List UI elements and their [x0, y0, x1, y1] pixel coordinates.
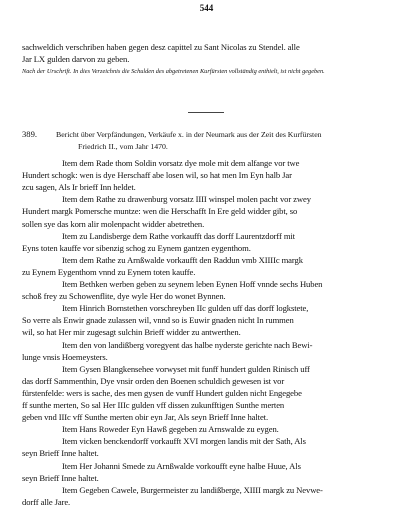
body-line: Item Bethken werben geben zu seynem leben Eynen Hoff vnnde sechs Huben: [62, 279, 323, 289]
body-line: Item dem Rathe zu drawenburg vorsatz IIII winspel molen pacht vor zwey: [62, 194, 311, 205]
body-line: Eyns toten kauffe vor sibenzig schog zu Eynem gantzen eygenthom.: [22, 242, 251, 253]
body-line: schoß frey zu Schowenflite, dye wyle Her do wonet Bynnen.: [22, 291, 226, 302]
body-line: dorff alle Jare.: [22, 496, 71, 507]
body-line: ff sunthe merten, So sal Her IIIc gulden vff dissen zukunfftigen Sunthe merten: [22, 400, 285, 410]
body-line: zcu sagen, Als Ir brieff Inn heldet.: [22, 182, 136, 193]
body-line: Item Gegeben Cawele, Burgermeister zu landißberge, XIIII margk zu Nevwe-: [62, 484, 323, 495]
body-line: geben vnd IIIc vff Sunthe merten obir eyn Jar, Als seyn Brieff Inne haltet.: [22, 412, 268, 423]
body-line: Hundert schogk: wen is dye Herschaff abe losen wil, so hat men Im Eyn halb Jar: [22, 170, 292, 181]
footnote: Nach der Urschrift. In dies Verzeichnis die Schulden des abgetretenen Kurfürsten vollständig enthielt, ist nicht gegeben.: [22, 68, 325, 75]
continued-text-line: sachweldich verschriben haben gegen desz capittel zu Sant Nicolas zu Stendel. alle: [22, 42, 300, 52]
body-line: Item den von landißberg voregyent das halbe nyderste gerichte nach Bewi-: [62, 339, 313, 350]
body-line: Item vicken benckendorff vorkaufft XVI morgen landis mit der Sath, Als: [62, 436, 306, 447]
body-line: Item Hans Roweder Eyn Hawß gegeben zu Arnswalde zu eygen.: [62, 424, 279, 435]
body-line: Item Gysen Blangkensehee vorwyset mit funff hundert gulden Rinisch uff: [62, 363, 310, 374]
body-line: Item Her Johanni Smede zu Arnßwalde vorkoufft eyne halbe Huue, Als: [62, 460, 301, 471]
body-line: seyn Brieff Inne haltet.: [22, 448, 99, 459]
continued-text-line: Jar LX gulden darvon zu geben.: [22, 54, 130, 64]
body-line: das dorff Sammenthin, Dye vnsir orden den Boenen schuldich gewesen ist vor: [22, 375, 285, 386]
body-line: wil, so hat Her mir zugesagt sulchin Brieff widder zu antwerthen.: [22, 327, 241, 338]
body-line: Item zu Landisberge dem Rathe vorkaufft das dorff Laurentzdorff mit: [62, 230, 295, 241]
body-line: So verre als Enwir gnade zulassen wil, vnnd so is Euwir gnaden nicht In rummen: [22, 315, 294, 326]
page-number: 544: [199, 3, 214, 13]
body-line: Hundert margk Pomersche muntze: wen die Herschafft In Ere geld widder gibt, so: [22, 206, 298, 217]
body-line: sollen sye das korn alir molenpacht widder abetrethen.: [22, 218, 205, 229]
section-divider: [188, 112, 224, 113]
body-line: Item dem Rade thom Soldin vorsatz dye mole mit dem alfange vor twe: [62, 158, 300, 168]
body-line: seyn Brieff Inne haltet.: [22, 472, 99, 483]
body-line: Item dem Rathe zu Arnßwalde vorkaufft den Raddun vmb XIIIIc margk: [62, 254, 303, 265]
body-line: fürstenfelde: wers is sache, des men gysen de vunff Hundert gulden nicht Engegebe: [22, 387, 302, 398]
document-number: 389.: [22, 129, 38, 139]
body-line: zu Eynem Eygenthom vnnd zu Eynem toten kauffe.: [22, 266, 196, 277]
document-title-line: Friedrich II., vom Jahr 1470.: [78, 142, 168, 151]
document-title-line: Bericht über Verpfändungen, Verkäufe x. in der Neumark aus der Zeit des Kurfürsten: [56, 130, 322, 139]
body-line: lunge vnsis Hoemeysters.: [22, 351, 108, 362]
body-line: Item Hinrich Bornstethen vorschreyben IIc gulden uff das dorff logkstete,: [62, 303, 309, 314]
